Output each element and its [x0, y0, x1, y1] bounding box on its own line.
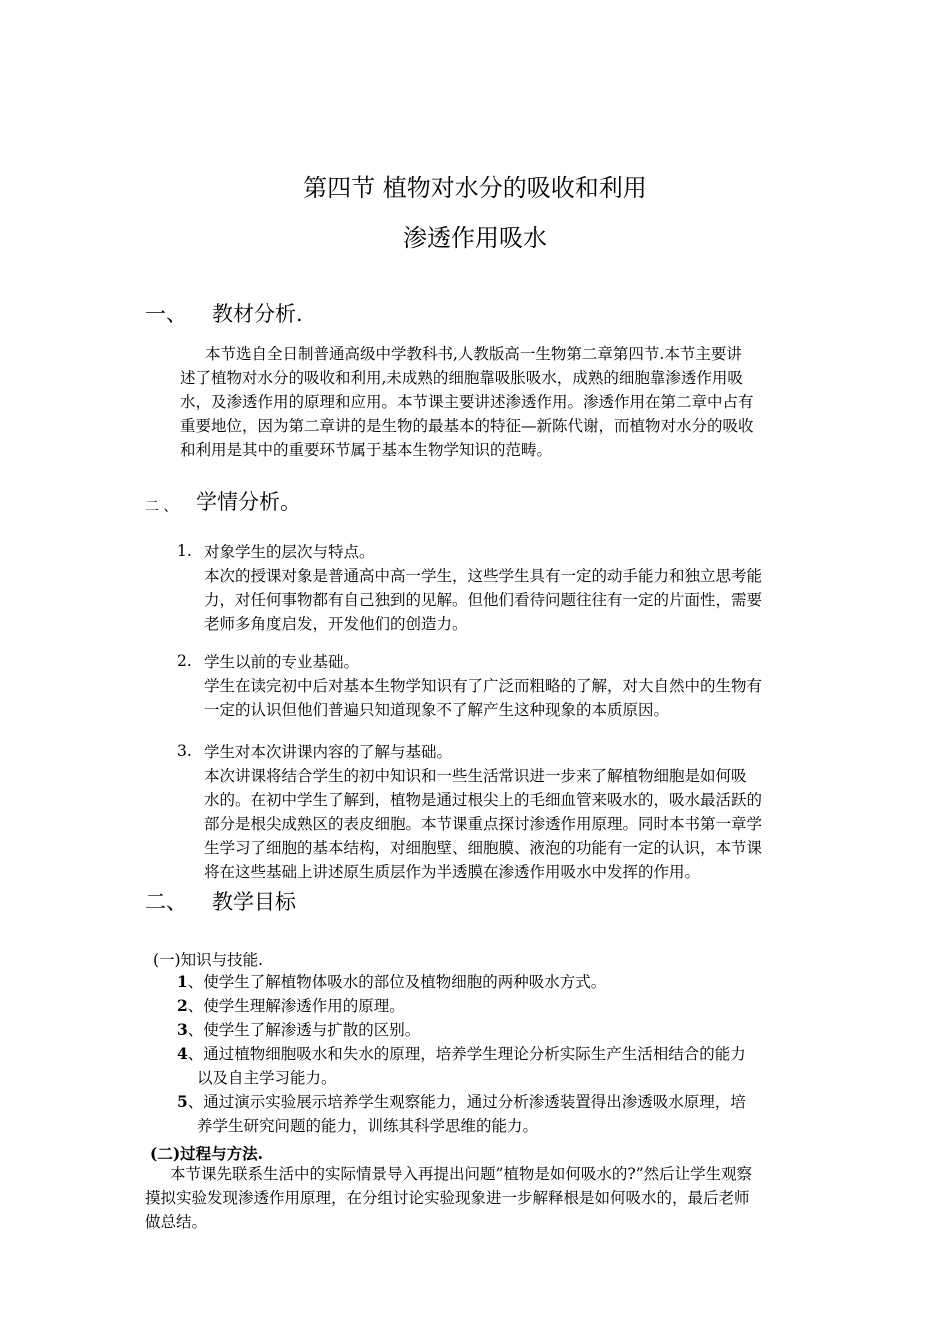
- paragraph-line: 将在这些基础上讲述原生质层作为半透膜在渗透作用吸水中发挥的作用。: [204, 863, 701, 881]
- list-item-heading: 学生对本次讲课内容的了解与基础。: [204, 743, 453, 761]
- paragraph-line: 本次的授课对象是普通高中高一学生，这些学生具有一定的动手能力和独立思考能: [204, 567, 763, 585]
- objective-text: 、通过演示实验展示培养学生观察能力，通过分析渗透装置得出渗透吸水原理，培: [187, 1093, 746, 1111]
- paragraph-line: 本次讲课将结合学生的初中知识和一些生活常识进一步来了解植物细胞是如何吸: [204, 767, 747, 785]
- paragraph-line: 部分是根尖成熟区的表皮细胞。本节课重点探讨渗透作用原理。同时本书第一章学: [204, 815, 763, 833]
- list-item: [204, 540, 762, 636]
- objective-text: 、使学生了解渗透与扩散的区别。: [187, 1021, 421, 1039]
- objective-number: 5: [177, 1092, 188, 1111]
- objective-text: 、通过植物细胞吸水和失水的原理，培养学生理论分析实际生产生活相结合的能力: [187, 1045, 746, 1063]
- subsection-label: (二)过程与方法.: [150, 1144, 264, 1163]
- objective-number: 3: [177, 1020, 188, 1039]
- paragraph-line: 力，对任何事物都有自己独到的见解。但他们看待问题往往有一定的片面性，需要: [204, 591, 763, 609]
- section-number: 二 、: [145, 499, 178, 515]
- objective-text: 、使学生理解渗透作用的原理。: [187, 997, 405, 1015]
- paragraph-line: 本节选自全日制普通高级中学教科书,人教版高一生物第二章第四节.本节主要讲: [205, 345, 742, 363]
- list-item-heading: 学生以前的专业基础。: [204, 653, 360, 671]
- objective-item: [177, 1018, 746, 1042]
- objective-item: [177, 994, 746, 1018]
- page-title: 第四节 植物对水分的吸收和利用: [303, 174, 647, 202]
- section-paragraph: [145, 1162, 752, 1234]
- list-item: [204, 740, 762, 884]
- paragraph-line: 述了植物对水分的吸收和利用,未成熟的细胞靠吸胀吸水，成熟的细胞靠渗透作用吸: [180, 369, 743, 387]
- section-heading: 教材分析.: [212, 302, 303, 326]
- list-item-heading: 对象学生的层次与特点。: [204, 543, 375, 561]
- paragraph-line: 学生在读完初中后对基本生物学知识有了广泛而粗略的了解，对大自然中的生物有: [204, 677, 763, 695]
- paragraph-line: 水的。在初中学生了解到，植物是通过根尖上的毛细血管来吸水的，吸水最活跃的: [204, 791, 763, 809]
- paragraph-line: 重要地位，因为第二章讲的是生物的最基本的特征—新陈代谢，而植物对水分的吸收: [180, 417, 754, 435]
- objective-item: [177, 1090, 746, 1114]
- section-paragraph: [180, 342, 754, 462]
- paragraph-line: 生学习了细胞的基本结构，对细胞壁、细胞膜、液泡的功能有一定的认识，本节课: [204, 839, 763, 857]
- list-number: 2.: [177, 652, 192, 670]
- objective-text: 、使学生了解植物体吸水的部位及植物细胞的两种吸水方式。: [187, 973, 607, 991]
- objective-number: 1: [177, 972, 188, 991]
- section-number: 一、: [145, 302, 187, 326]
- section-heading: 学情分析。: [196, 490, 301, 514]
- paragraph-line: 和利用是其中的重要环节属于基本生物学知识的范畴。: [180, 441, 553, 459]
- section-heading: 教学目标: [212, 890, 296, 914]
- objective-item: [177, 970, 746, 994]
- subsection-label: (一)知识与技能.: [153, 951, 264, 969]
- section-number: 二、: [145, 890, 187, 914]
- list-number: 1.: [177, 542, 192, 560]
- paragraph-line: 本节课先联系生活中的实际情景导入再提出问题”植物是如何吸水的?”然后让学生观察: [170, 1165, 753, 1183]
- page-subtitle: 渗透作用吸水: [403, 224, 547, 252]
- objective-continuation: 以及自主学习能力。: [197, 1069, 337, 1087]
- list-item: [204, 650, 762, 722]
- objective-item: [177, 1042, 746, 1066]
- objective-list: [177, 970, 746, 1138]
- objective-number: 2: [177, 996, 188, 1015]
- paragraph-line: 做总结。: [145, 1213, 208, 1231]
- objective-continuation: 养学生研究问题的能力，训练其科学思维的能力。: [197, 1117, 539, 1135]
- paragraph-line: 一定的认识但他们普遍只知道现象不了解产生这种现象的本质原因。: [204, 701, 670, 719]
- objective-number: 4: [177, 1044, 188, 1063]
- paragraph-line: 水，及渗透作用的原理和应用。本节课主要讲述渗透作用。渗透作用在第二章中占有: [180, 393, 754, 411]
- list-number: 3.: [177, 742, 192, 760]
- paragraph-line: 摸拟实验发现渗透作用原理，在分组讨论实验现象进一步解释根是如何吸水的，最后老师: [145, 1189, 750, 1207]
- paragraph-line: 老师多角度启发，开发他们的创造力。: [204, 615, 468, 633]
